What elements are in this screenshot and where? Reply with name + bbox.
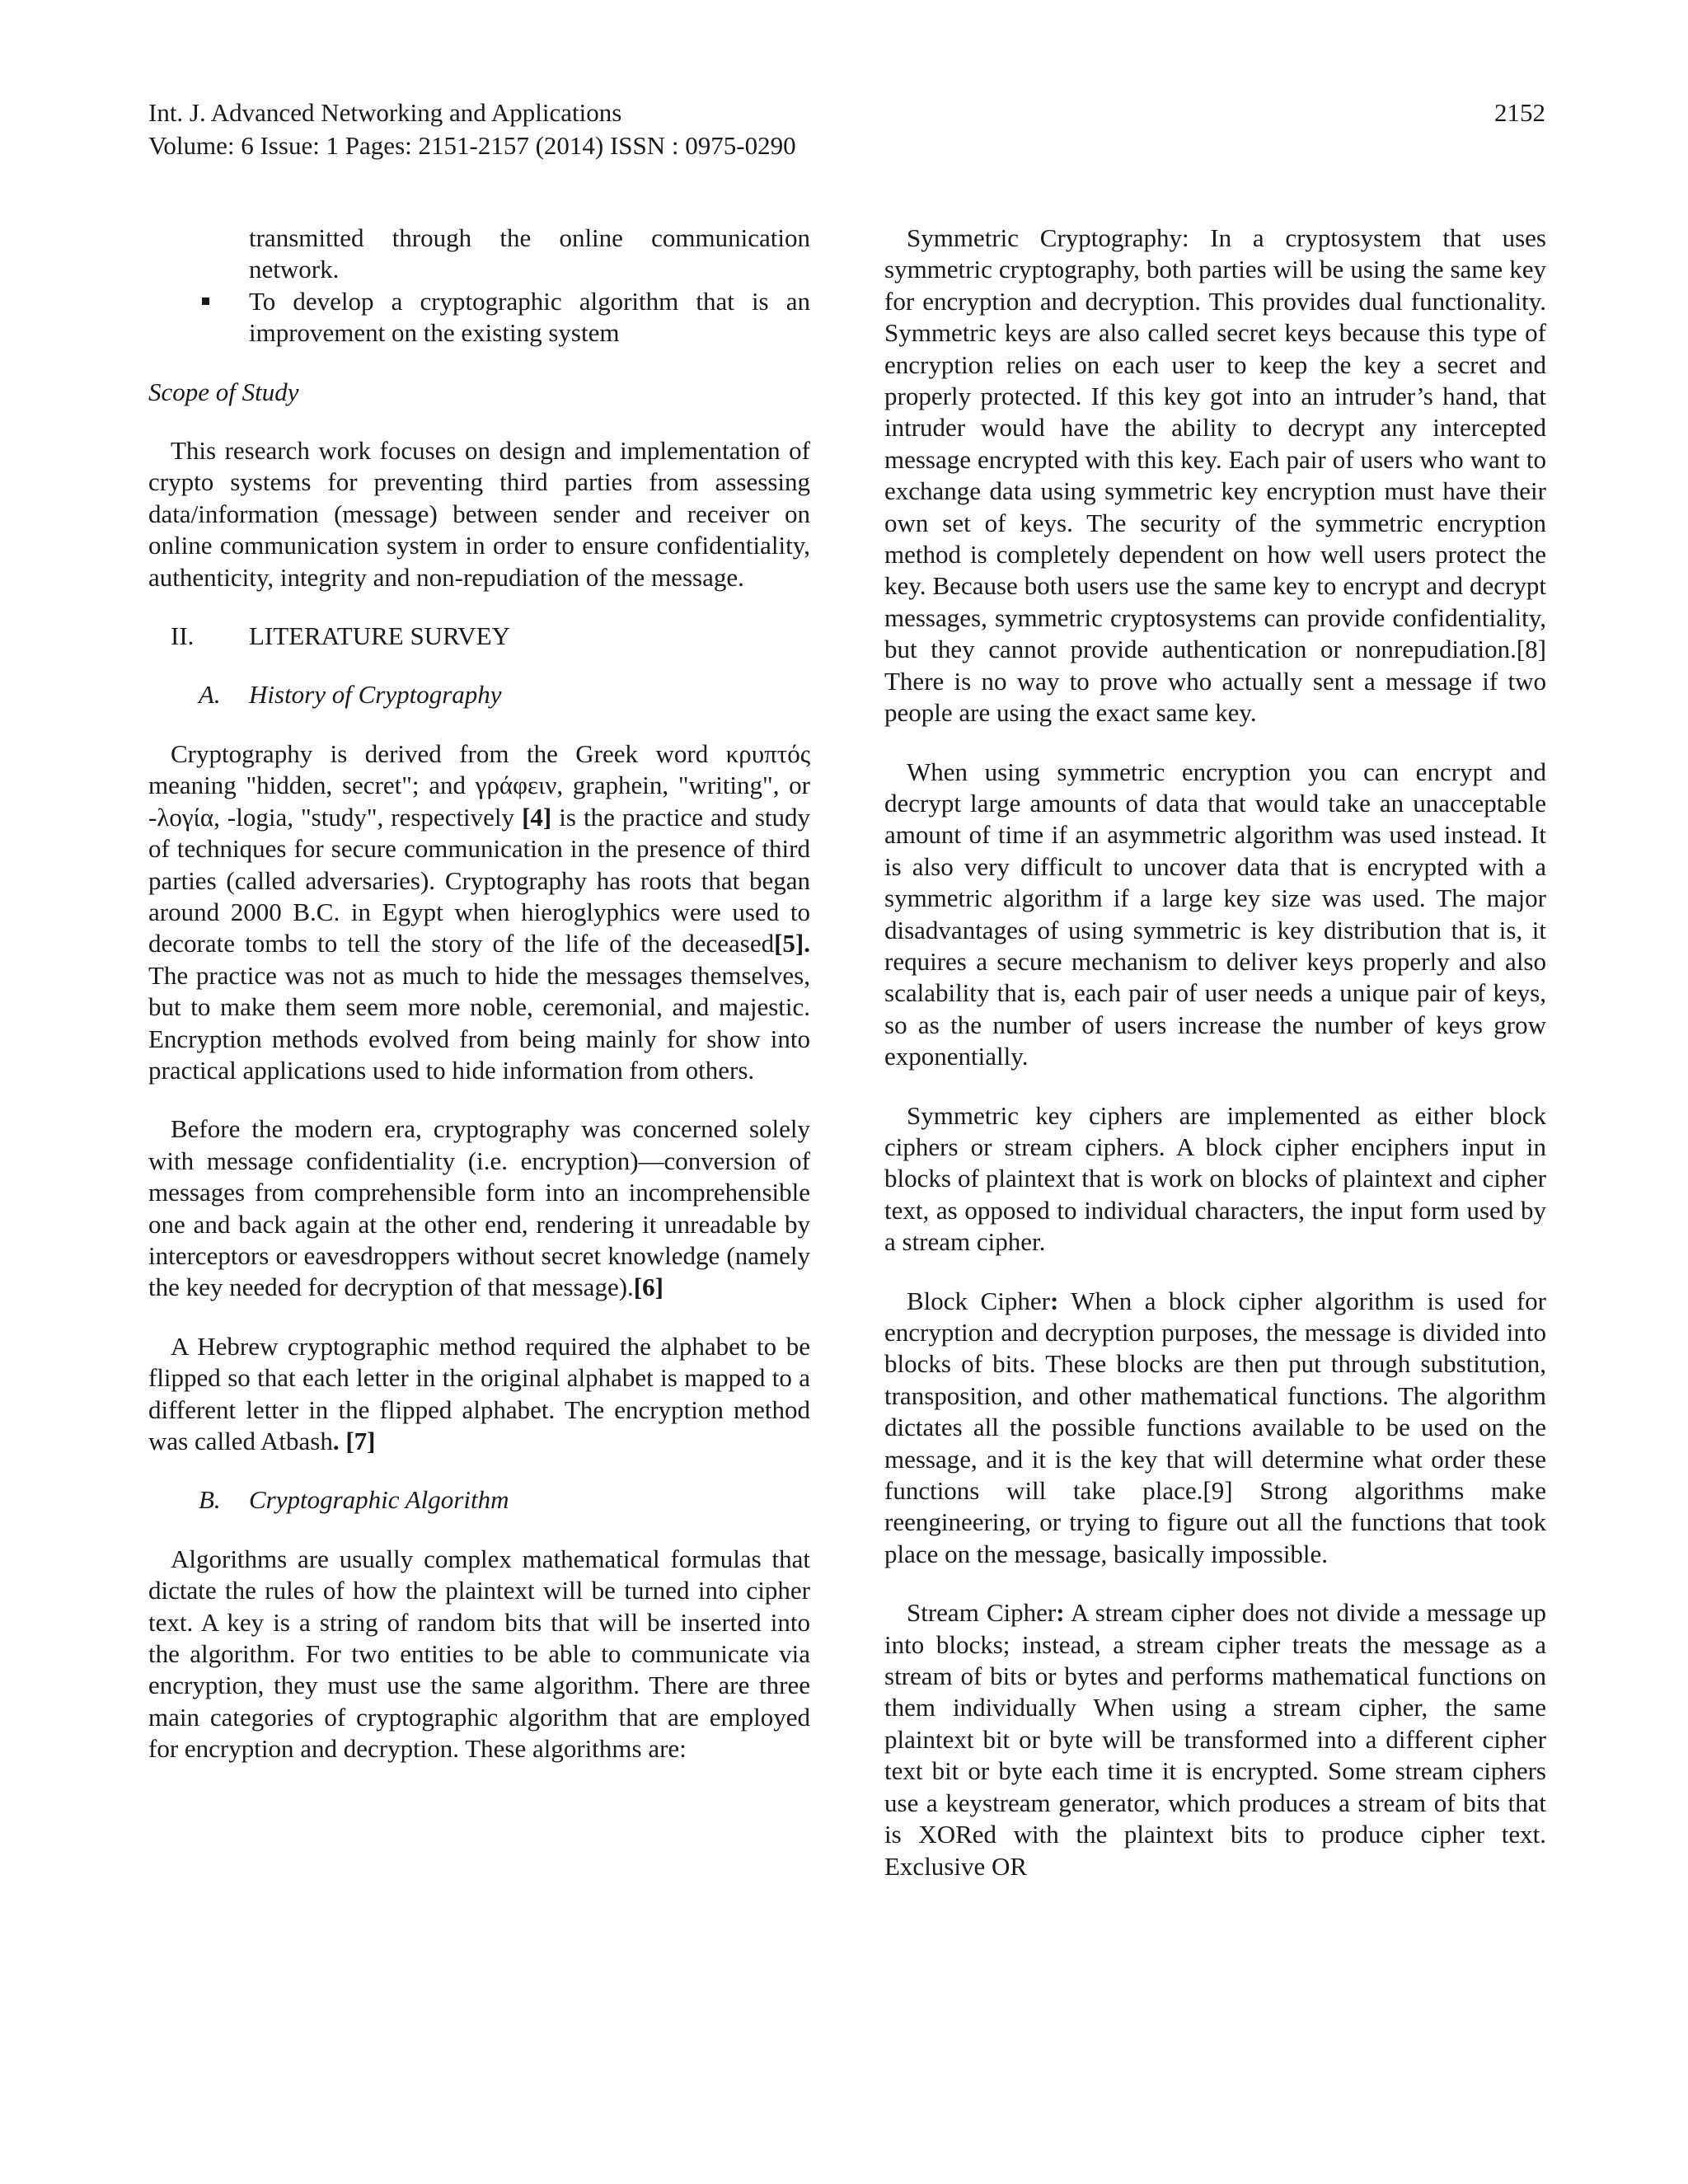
modern-era-paragraph: [148, 1113, 810, 1303]
citation-ref: [5].: [774, 929, 810, 958]
history-text-1: Cryptography is derived from the Greek word κρυπτός meaning "hidden, secret"; and γράφειν, graphein, "writing", or -λογία, -logia, "study", respectively: [148, 738, 810, 832]
label-colon: :: [1049, 1286, 1059, 1315]
scope-heading: Scope of Study: [148, 377, 299, 406]
page-number: 2152: [1494, 98, 1545, 127]
hebrew-text: A Hebrew cryptographic method required the alphabet to be flipped so that each letter in the original alphabet is mapped to a different letter in the flipped alphabet. The encryption method was called Atbash: [148, 1331, 810, 1455]
block-cipher-text: When a block cipher algorithm is used for encryption and decryption purposes, the message is divided into blocks of bits. These blocks are then put through substitution, transposition, and other mathematical functions. The algorithm dictates all the possible functions available to be used on the message, and it is the key that will determine what order these functions will take place.[9] Strong algorithms make reengineering, or trying to figure out all the functions that took place on the message, basically impossible.: [884, 1286, 1547, 1568]
journal-title: Int. J. Advanced Networking and Applications: [148, 98, 622, 127]
citation-ref: . [7]: [332, 1427, 376, 1455]
history-text-3: The practice was not as much to hide the messages themselves, but to make them seem more noble, ceremonial, and majestic. Encryption methods evolved from being mainly for show into practical applications used to hide information from others.: [148, 960, 810, 1085]
bullet-square-icon: [148, 286, 249, 349]
stream-cipher-text: A stream cipher does not divide a message up into blocks; instead, a stream cipher treats the message as a stream of bits or bytes and performs mathematical functions on them individually When using a stream cipher, the same plaintext bit or byte will be transformed into a different cipher text bit or byte each time it is encrypted. Some stream ciphers use a keystream generator, which produces a stream of bits that is XORed with the plaintext bits to produce cipher text. Exclusive OR: [884, 1598, 1546, 1881]
hebrew-paragraph: [148, 1331, 810, 1458]
page-header: [148, 96, 1545, 162]
subsection-heading-b: [148, 1484, 810, 1516]
scope-paragraph: This research work focuses on design and implementation of crypto systems for preventing third parties from assessing data/information (message) between sender and receiver on online communication system in order to ensure confidentiality, authenticity, integrity and non-repudiation of the message.: [148, 436, 810, 592]
modern-text: Before the modern era, cryptography was concerned solely with message confidentiality (i.e. encryption)—conversion of messages from comprehensible form into an incomprehensible one and back again at the other end, rendering it unreadable by interceptors or eavesdroppers without secret knowledge (namely the key needed for decryption of that message).: [148, 1114, 810, 1302]
subsection-number: A.: [199, 680, 221, 710]
algorithm-paragraph: Algorithms are usually complex mathematical formulas that dictate the rules of how the plaintext will be turned into cipher text. A key is a string of random bits that will be inserted into the algorithm. For two entities to be able to communicate via encryption, they must use the same algorithm. There are three main categories of cryptographic algorithm that are employed for encryption and decryption. These algorithms are:: [148, 1544, 810, 1764]
citation-ref: [6]: [633, 1272, 663, 1302]
section-heading: [148, 621, 810, 652]
symmetric-paragraph: Symmetric Cryptography: In a cryptosystem that uses symmetric cryptography, both parties will be using the same key for encryption and decryption. This provides dual functionality. Symmetric keys are also called secret keys because this type of encryption relies on each user to keep the key a secret and properly protected. If this key got into an intruder’s hand, that intruder would have the ability to decrypt any intercepted message encrypted with this key. Each pair of users who want to exchange data using symmetric key encryption must have their own set of keys. The security of the symmetric encryption method is completely dependent on how well users protect the key. Because both users use the same key to encrypt and decrypt messages, symmetric cryptosystems can provide confidentiality, but they cannot provide authentication or nonrepudiation.[8] There is no way to prove who actually sent a message if two people are using the exact same key.: [884, 223, 1546, 728]
subsection-number: B.: [199, 1485, 221, 1515]
history-text-2: is the practice and study of techniques for secure communication in the presence of third parties (called adversaries). Cryptography has roots that began around 2000 B.C. in Egypt when hieroglyphics were used to decorate tombs to tell the story of the life of the deceased: [148, 802, 810, 958]
left-column: [148, 223, 810, 1765]
bullet-continuation: transmitted through the online communication network.: [249, 223, 810, 284]
subsection-title: History of Cryptography: [249, 680, 502, 710]
label-colon: :: [1056, 1598, 1065, 1628]
stream-cipher-paragraph: [884, 1597, 1546, 1882]
symmetric-usage-paragraph: When using symmetric encryption you can encrypt and decrypt large amounts of data that would take an unacceptable amount of time if an asymmetric algorithm was used instead. It is also very difficult to uncover data that is encrypted with a symmetric algorithm if a large key size was used. The major disadvantages of using symmetric is key distribution that is, it requires a secure mechanism to deliver keys properly and also scalability that is, each pair of user needs a unique pair of keys, so as the number of users increase the number of keys grow exponentially.: [884, 757, 1546, 1071]
bullet-text: To develop a cryptographic algorithm that is an improvement on the existing system: [249, 286, 810, 348]
right-column: [884, 223, 1546, 1882]
stream-cipher-label: Stream Cipher: [907, 1598, 1057, 1628]
ciphers-paragraph: Symmetric key ciphers are implemented as either block ciphers or stream ciphers. A block cipher enciphers input in blocks of plaintext that is work on blocks of plaintext and cipher text, as opposed to individual characters, the input form used by a stream cipher.: [884, 1100, 1546, 1257]
bullet-item: [148, 286, 810, 349]
volume-info: Volume: 6 Issue: 1 Pages: 2151-2157 (2014) ISSN : 0975-0290: [148, 131, 796, 160]
subsection-heading-a: [148, 679, 810, 710]
citation-ref: [4]: [522, 802, 552, 832]
subsection-title: Cryptographic Algorithm: [249, 1485, 509, 1515]
block-cipher-paragraph: [884, 1286, 1546, 1571]
section-title: LITERATURE SURVEY: [249, 621, 510, 651]
section-number: II.: [171, 621, 195, 651]
block-cipher-label: Block Cipher: [907, 1286, 1050, 1315]
history-paragraph: [148, 738, 810, 1086]
